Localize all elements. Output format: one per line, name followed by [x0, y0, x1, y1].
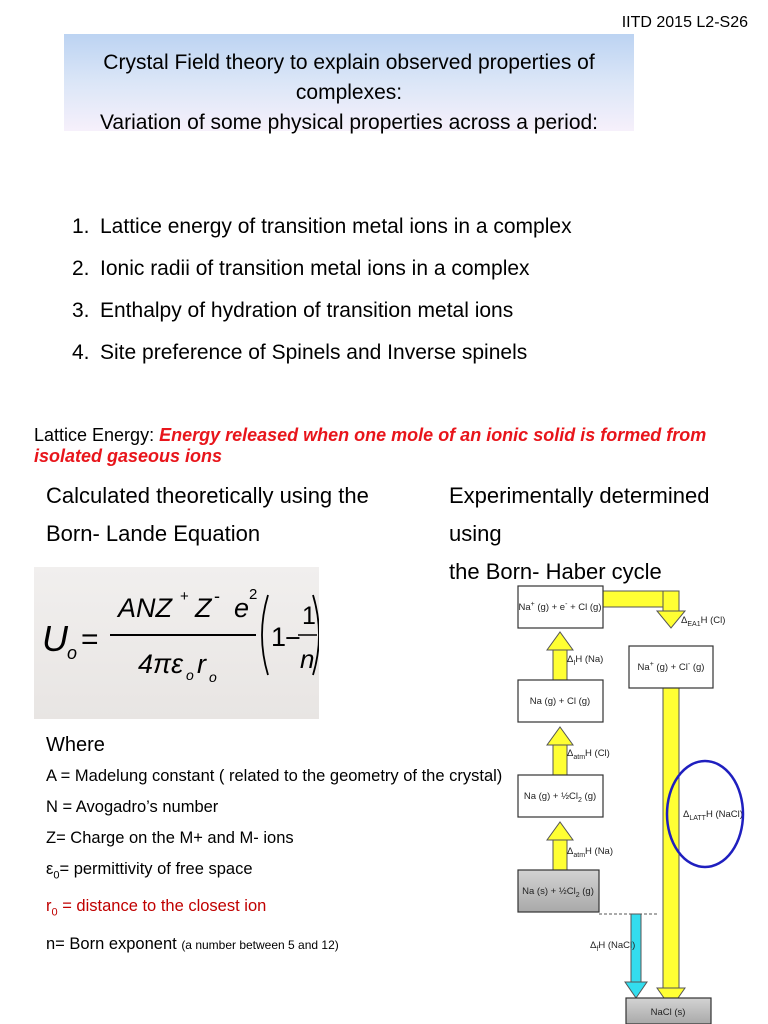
born-lande-equation	[34, 567, 319, 719]
where-item: Z= Charge on the M+ and M- ions	[46, 829, 294, 847]
eq-e: e	[234, 593, 250, 623]
eq-denominator: 4πε	[138, 649, 183, 679]
lattice-arrow-shaft	[663, 678, 679, 988]
list-item: 4. Site preference of Spinels and Inverse spinels	[72, 341, 528, 364]
slide-id: IITD 2015 L2-S26	[621, 14, 748, 31]
eq-frac-den: n	[300, 644, 315, 674]
title-line-1: Crystal Field theory to explain observed properties of complexes:	[103, 51, 595, 104]
where-block	[46, 730, 502, 961]
ionisation-arrow-shaft	[553, 650, 567, 680]
eq-minus: −	[285, 623, 301, 653]
eq-one: 1	[271, 622, 287, 652]
slide-title	[64, 34, 634, 134]
label-atomisation-na: $\Delta_{atm}H$ (Na)	[567, 846, 614, 859]
where-heading: Where	[46, 734, 105, 756]
ea-arrow-vertical	[663, 591, 679, 611]
where-item-r0: $r_0$ = distance to the closest ion	[46, 897, 267, 919]
lattice-energy-definition: Lattice Energy: Energy released when one mole of an ionic solid is formed from isolated gaseous ions	[34, 425, 707, 466]
ionisation-arrow-head	[547, 632, 573, 650]
list-item: 3. Enthalpy of hydration of transition metal ions	[72, 299, 514, 322]
eq-u-sub: o	[67, 643, 78, 663]
eq-equals: =	[81, 623, 99, 656]
where-item-epsilon: $\varepsilon_0=$ permittivity of free space	[46, 860, 253, 882]
box-half-label: Na $(g) + \frac{1}{2}Cl_2$ (g)	[523, 791, 597, 804]
eq-den-sub1: o	[186, 667, 194, 683]
eq-plus: +	[180, 588, 189, 605]
properties-list	[72, 206, 572, 374]
eq-z: Z	[195, 593, 212, 623]
atm-cl-arrow-shaft	[553, 745, 567, 775]
ea-arrow-horizontal	[603, 591, 671, 607]
eq-anz: ANZ	[118, 593, 172, 623]
atm-cl-arrow-head	[547, 727, 573, 745]
box-atoms-label: Na (g) + Cl (g)	[529, 696, 591, 707]
box-nacl-label: NaCl (s)	[650, 1007, 686, 1018]
where-item-n: n= Born exponent (a number between 5 and 12)	[46, 934, 339, 953]
label-ionisation: $\Delta_IH$ (Na)	[567, 654, 604, 667]
where-item: A = Madelung constant ( related to the geometry of the crystal)	[46, 767, 503, 785]
eq-den-sub2: o	[209, 669, 217, 685]
box-top-label: Na+ (g) + e- + Cl (g)	[518, 601, 602, 613]
eq-left-paren	[262, 595, 268, 675]
box-ions-label: Na+ (g) + Cl- (g)	[637, 661, 705, 673]
born-haber-cycle	[505, 578, 768, 1024]
list-item: 1. Lattice energy of transition metal ions in a complex	[72, 215, 572, 238]
eq-frac-num: 1	[302, 602, 316, 630]
list-item: 2. Ionic radii of transition metal ions in a complex	[72, 257, 530, 280]
right-heading: Experimentally determined using the Born- Haber cycle	[449, 483, 710, 584]
title-line-2: Variation of some physical properties across a period:	[99, 111, 599, 134]
box-elements-label: Na $(s) + \frac{1}{2}Cl_2$ (g)	[522, 886, 594, 899]
label-atomisation-cl: $\Delta_{atm}H$ (Cl)	[567, 748, 610, 761]
where-item: N = Avogadro’s number	[46, 798, 219, 816]
atm-na-arrow-head	[547, 822, 573, 840]
left-heading: Calculated theoretically using the Born- Lande Equation	[46, 483, 369, 546]
atm-na-arrow-shaft	[553, 840, 567, 870]
label-lattice: $\Delta_{LATT}H$ (NaCl)	[683, 809, 743, 822]
eq-e-sup: 2	[249, 586, 258, 603]
label-electron-affinity: $\Delta_{EA1}H$ (Cl)	[681, 615, 726, 628]
label-formation: $\Delta_fH$ (NaCl)	[590, 940, 636, 953]
formation-arrow-head	[625, 982, 647, 998]
eq-r: r	[197, 649, 206, 679]
eq-u: U	[42, 618, 68, 659]
eq-minus-sup: -	[214, 586, 220, 606]
